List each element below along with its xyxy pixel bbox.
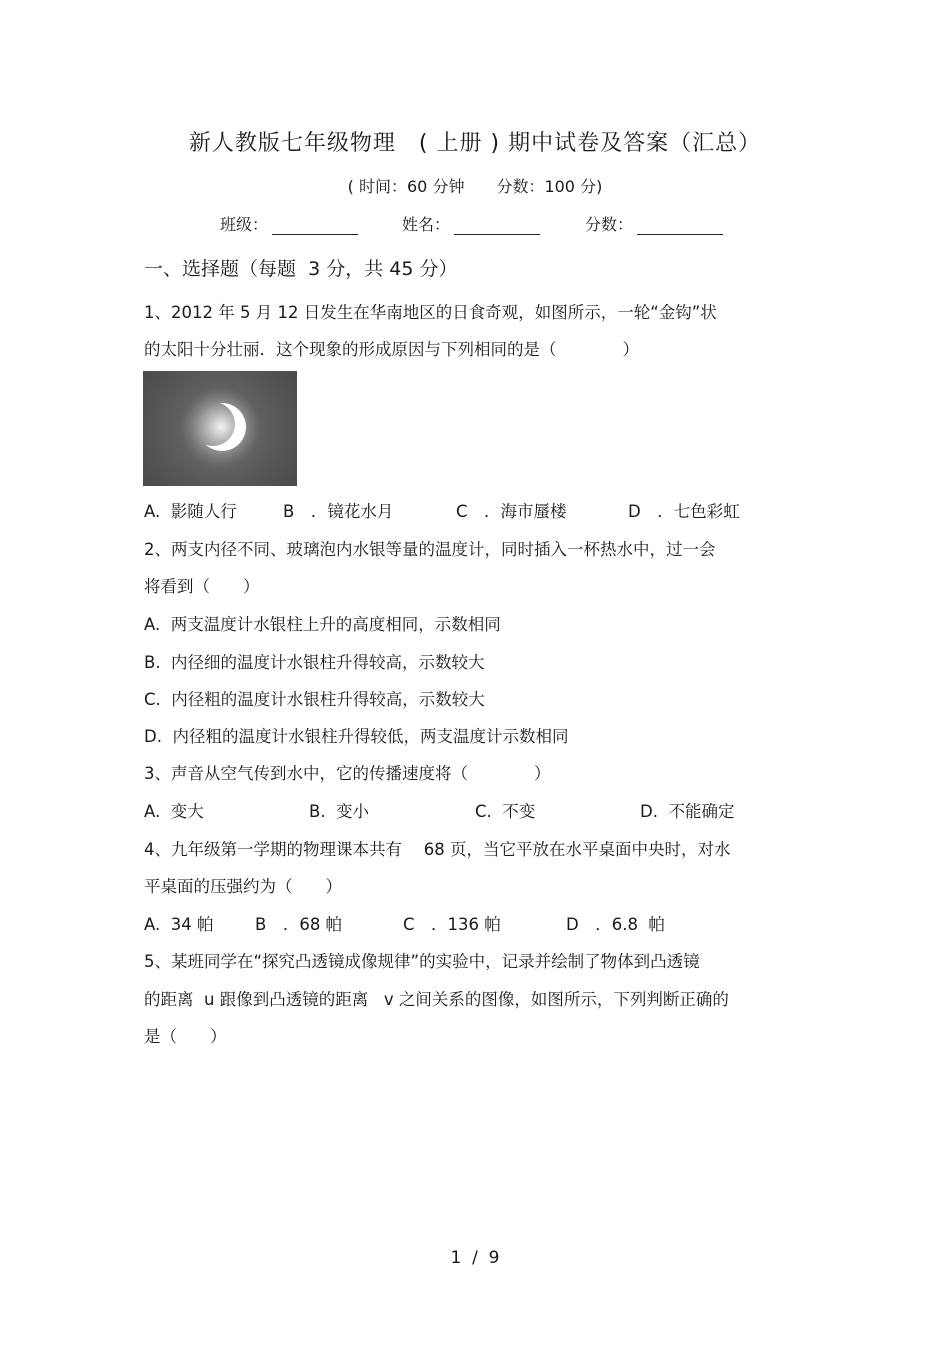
q5-line3: 是（ ） bbox=[144, 1027, 227, 1046]
q3-option-c: C. 不变 bbox=[475, 802, 536, 821]
q4-option-b: B ．68 帕 bbox=[255, 915, 343, 934]
q5-line2: 的距离 u 跟像到凸透镜的距离 v 之间关系的图像，如图所示，下列判断正确的 bbox=[144, 990, 729, 1009]
q2-option-a: A. 两支温度计水银柱上升的高度相同，示数相同 bbox=[144, 615, 501, 634]
q4-option-a: A. 34 帕 bbox=[144, 915, 214, 934]
solar-eclipse-photo bbox=[143, 371, 297, 486]
q1-option-c: C ．海市蜃楼 bbox=[456, 502, 567, 521]
score-field bbox=[585, 212, 723, 235]
q2-line2: 将看到（ ） bbox=[144, 577, 260, 596]
page-title: 新人教版七年级物理 ( 上册 ) 期中试卷及答案（汇总） bbox=[188, 131, 762, 156]
page-number: 1 / 9 bbox=[450, 1248, 500, 1268]
q1-option-d: D ．七色彩虹 bbox=[628, 502, 740, 521]
exam-duration-score: ( 时间：60 分钟 分数：100 分) bbox=[347, 177, 603, 196]
q2-option-b: B. 内径细的温度计水银柱升得较高，示数较大 bbox=[144, 653, 485, 672]
q2-option-d: D. 内径粗的温度计水银柱升得较低，两支温度计示数相同 bbox=[144, 727, 569, 746]
name-blank bbox=[454, 218, 540, 235]
score-label: 分数： bbox=[585, 215, 634, 234]
q4-line1: 4、九年级第一学期的物理课本共有 68 页，当它平放在水平桌面中央时，对水 bbox=[144, 840, 731, 859]
q3-option-a: A. 变大 bbox=[144, 802, 204, 821]
q1-line1: 1、2012 年 5 月 12 日发生在华南地区的日食奇观，如图所示，一轮“金钩”状 bbox=[144, 303, 717, 322]
q2-option-c: C. 内径粗的温度计水银柱升得较高，示数较大 bbox=[144, 690, 485, 709]
q1-option-a: A. 影随人行 bbox=[144, 502, 237, 521]
q4-option-c: C ．136 帕 bbox=[403, 915, 501, 934]
class-blank bbox=[272, 218, 358, 235]
score-blank bbox=[637, 218, 723, 235]
q3-line1: 3、声音从空气传到水中，它的传播速度将（ ） bbox=[144, 764, 551, 783]
q1-line2: 的太阳十分壮丽．这个现象的形成原因与下列相同的是（ ） bbox=[144, 340, 639, 359]
name-label: 姓名： bbox=[402, 215, 451, 234]
q4-line2: 平桌面的压强约为（ ） bbox=[144, 877, 342, 896]
q1-option-b: B ．镜花水月 bbox=[283, 502, 394, 521]
name-field bbox=[402, 212, 540, 235]
class-label: 班级： bbox=[220, 215, 269, 234]
class-field bbox=[220, 212, 358, 235]
q3-option-d: D. 不能确定 bbox=[640, 802, 735, 821]
q4-option-d: D ．6.8 帕 bbox=[566, 915, 665, 934]
q5-line1: 5、某班同学在“探究凸透镜成像规律”的实验中，记录并绘制了物体到凸透镜 bbox=[144, 952, 700, 971]
q2-line1: 2、两支内径不同、玻璃泡内水银等量的温度计，同时插入一杯热水中，过一会 bbox=[144, 540, 716, 559]
section-heading: 一、选择题（每题 3 分，共 45 分） bbox=[144, 258, 458, 280]
q3-option-b: B. 变小 bbox=[309, 802, 370, 821]
eclipse-crescent-icon bbox=[143, 371, 297, 486]
